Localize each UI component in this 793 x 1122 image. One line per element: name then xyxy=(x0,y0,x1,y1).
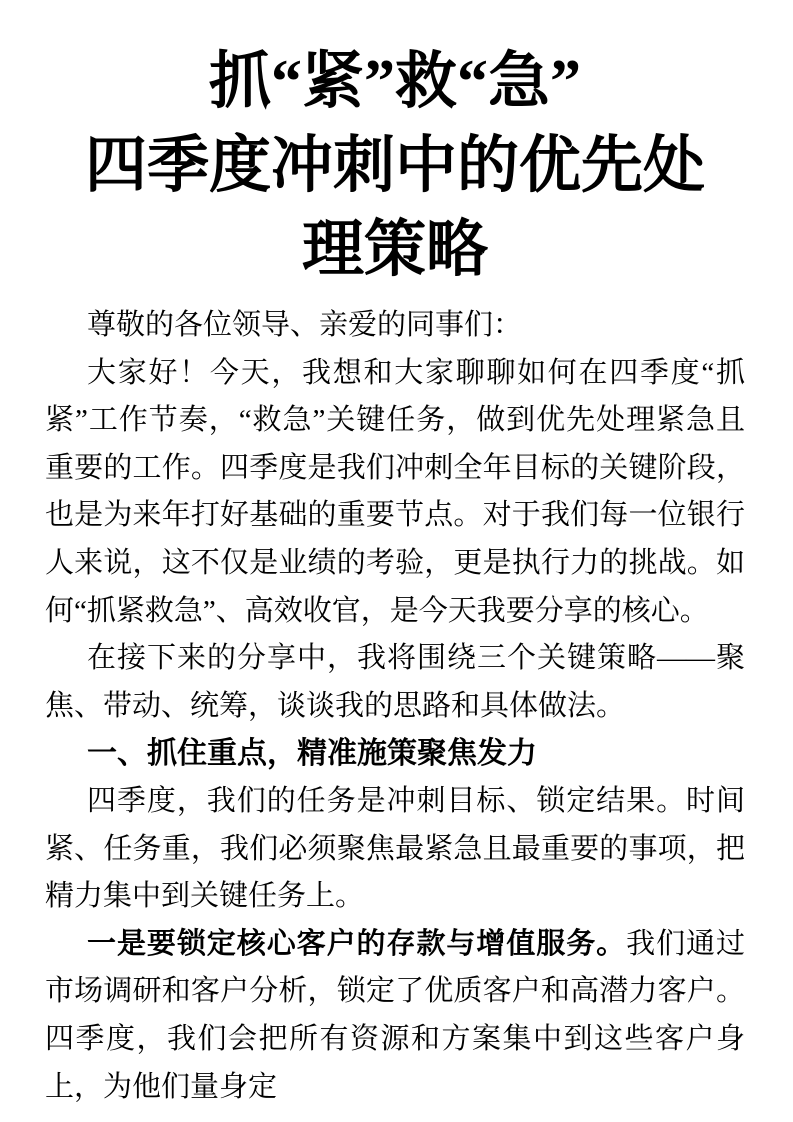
document-title-line-2: 四季度冲刺中的优先处理策略 xyxy=(84,132,705,284)
section1-paragraph: 四季度，我们的任务是冲刺目标、锁定结果。时间紧、任务重，我们必须聚焦最紧急且最重要的事项，把精力集中到关键任务上。 xyxy=(45,784,745,913)
section1-point1-paragraph xyxy=(45,921,745,1111)
intro-paragraph: 大家好！今天，我想和大家聊聊如何在四季度“抓紧”工作节奏，“救急”关键任务，做到优先处理紧急且重要的工作。四季度是我们冲刺全年目标的关键阶段，也是为来年打好基础的重要节点。对于我们每一位银行人来说，这不仅是业绩的考验，更是执行力的挑战。如何“抓紧救急”、高效收官，是今天我要分享的核心。 xyxy=(45,356,745,627)
bold-lead-sentence: 一是要锁定核心客户的存款与增值服务。 xyxy=(87,927,627,960)
section-heading-1: 一、抓住重点，精准施策聚焦发力 xyxy=(87,737,537,771)
salutation-paragraph: 尊敬的各位领导、亲爱的同事们： xyxy=(87,309,523,341)
point1-body-text: 我们通过市场调研和客户分析，锁定了优质客户和高潜力客户。四季度，我们会把所有资源和方案集中到这些客户身上，为他们量身定 xyxy=(45,927,745,1103)
document-body xyxy=(45,302,745,1111)
document-title-line-1: 抓“紧”救“急” xyxy=(208,48,581,116)
overview-paragraph: 在接下来的分享中，我将围绕三个关键策略——聚焦、带动、统筹，谈谈我的思路和具体做法。 xyxy=(45,642,745,722)
document-title xyxy=(68,40,723,292)
